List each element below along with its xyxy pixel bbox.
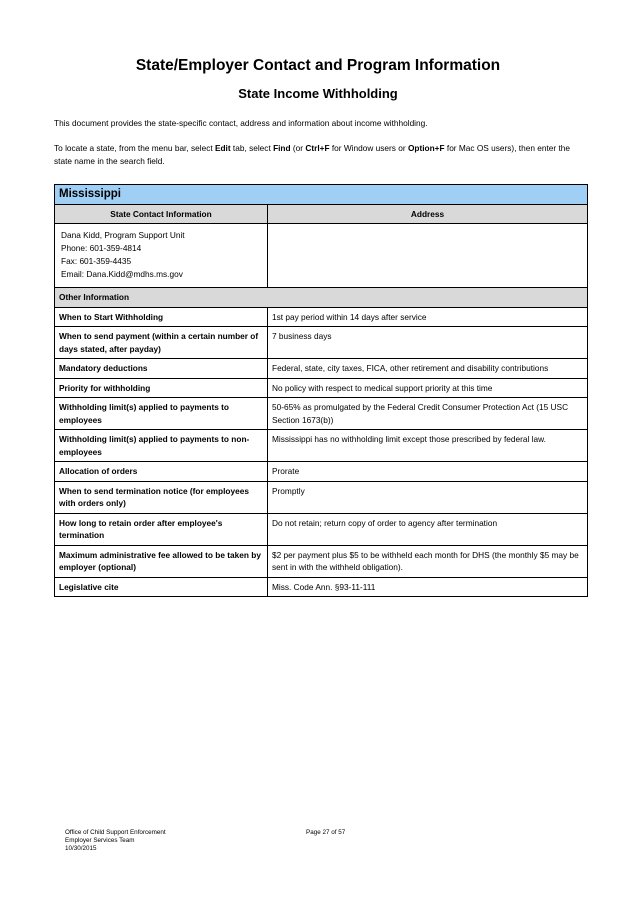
instr-optionf: Option+F (407, 143, 445, 153)
contact-fax: Fax: 601-359-4435 (61, 256, 132, 266)
row-label: Legislative cite (55, 577, 268, 597)
state-info-table (54, 184, 588, 597)
contact-phone: Phone: 601-359-4814 (61, 243, 142, 253)
row-label: When to Start Withholding (55, 307, 268, 327)
row-label: Priority for withholding (55, 378, 268, 398)
row-label: How long to retain order after employee's termination (55, 513, 268, 545)
row-label: When to send termination notice (for employees with orders only) (55, 481, 268, 513)
state-name-row (55, 185, 588, 205)
row-value: Mississippi has no withholding limit except those prescribed by federal law. (268, 430, 588, 462)
contact-row (55, 224, 588, 288)
instr-find: Find (273, 143, 291, 153)
column-header-row (55, 204, 588, 224)
address-cell (268, 224, 588, 288)
row-value: No policy with respect to medical support priority at this time (268, 378, 588, 398)
col-header-address: Address (268, 204, 588, 224)
row-value: 1st pay period within 14 days after service (268, 307, 588, 327)
instr-edit: Edit (214, 143, 231, 153)
row-value: Federal, state, city taxes, FICA, other retirement and disability contributions (268, 359, 588, 379)
table-row (55, 398, 588, 430)
table-row (55, 577, 588, 597)
row-value: $2 per payment plus $5 to be withheld each month for DHS (the monthly $5 may be sent in with the withheld obligation). (268, 545, 588, 577)
contact-email: Email: Dana.Kidd@mdhs.ms.gov (61, 269, 183, 279)
row-label: Mandatory deductions (55, 359, 268, 379)
instr-text-5: for Mac OS users), then enter the state name in the search field. (54, 143, 571, 166)
instr-text-2: tab, select (230, 143, 274, 153)
row-value: Prorate (268, 462, 588, 482)
instructions-paragraph (54, 142, 584, 167)
footer-office (65, 829, 166, 853)
instr-text-3: (or (290, 143, 306, 153)
page-number: Page 27 of 57 (306, 829, 346, 836)
table-row (55, 481, 588, 513)
row-value: Miss. Code Ann. §93-11-111 (268, 577, 588, 597)
other-info-header: Other Information (55, 288, 588, 308)
intro-paragraph: This document provides the state-specific contact, address and information about income withholding. (54, 118, 428, 128)
row-value: Do not retain; return copy of order to agency after termination (268, 513, 588, 545)
row-label: Withholding limit(s) applied to payments to non-employees (55, 430, 268, 462)
instr-text-1: To locate a state, from the menu bar, select (54, 143, 215, 153)
row-label: Maximum administrative fee allowed to be taken by employer (optional) (55, 545, 268, 577)
table-row (55, 378, 588, 398)
row-value: Promptly (268, 481, 588, 513)
table-row (55, 359, 588, 379)
state-name: Mississippi (55, 185, 588, 205)
table-row (55, 430, 588, 462)
table-row (55, 513, 588, 545)
row-value: 7 business days (268, 327, 588, 359)
row-value: 50-65% as promulgated by the Federal Credit Consumer Protection Act (15 USC Section 1673(b)) (268, 398, 588, 430)
footer-date: 10/30/2015 (65, 845, 97, 852)
row-label: Withholding limit(s) applied to payments to employees (55, 398, 268, 430)
row-label: When to send payment (within a certain number of days stated, after payday) (55, 327, 268, 359)
table-row (55, 307, 588, 327)
instr-ctrlf: Ctrl+F (305, 143, 330, 153)
table-row (55, 327, 588, 359)
table-row (55, 462, 588, 482)
footer-office-name: Office of Child Support Enforcement (65, 829, 166, 836)
footer-team: Employer Services Team (65, 837, 135, 844)
contact-cell (55, 224, 268, 288)
table-row (55, 545, 588, 577)
page-title: State/Employer Contact and Program Information (135, 57, 501, 74)
page-subtitle: State Income Withholding (238, 86, 398, 101)
contact-name: Dana Kidd, Program Support Unit (61, 230, 185, 240)
row-label: Allocation of orders (55, 462, 268, 482)
other-info-header-row (55, 288, 588, 308)
instr-text-4: for Window users or (329, 143, 408, 153)
col-header-contact: State Contact Information (55, 204, 268, 224)
